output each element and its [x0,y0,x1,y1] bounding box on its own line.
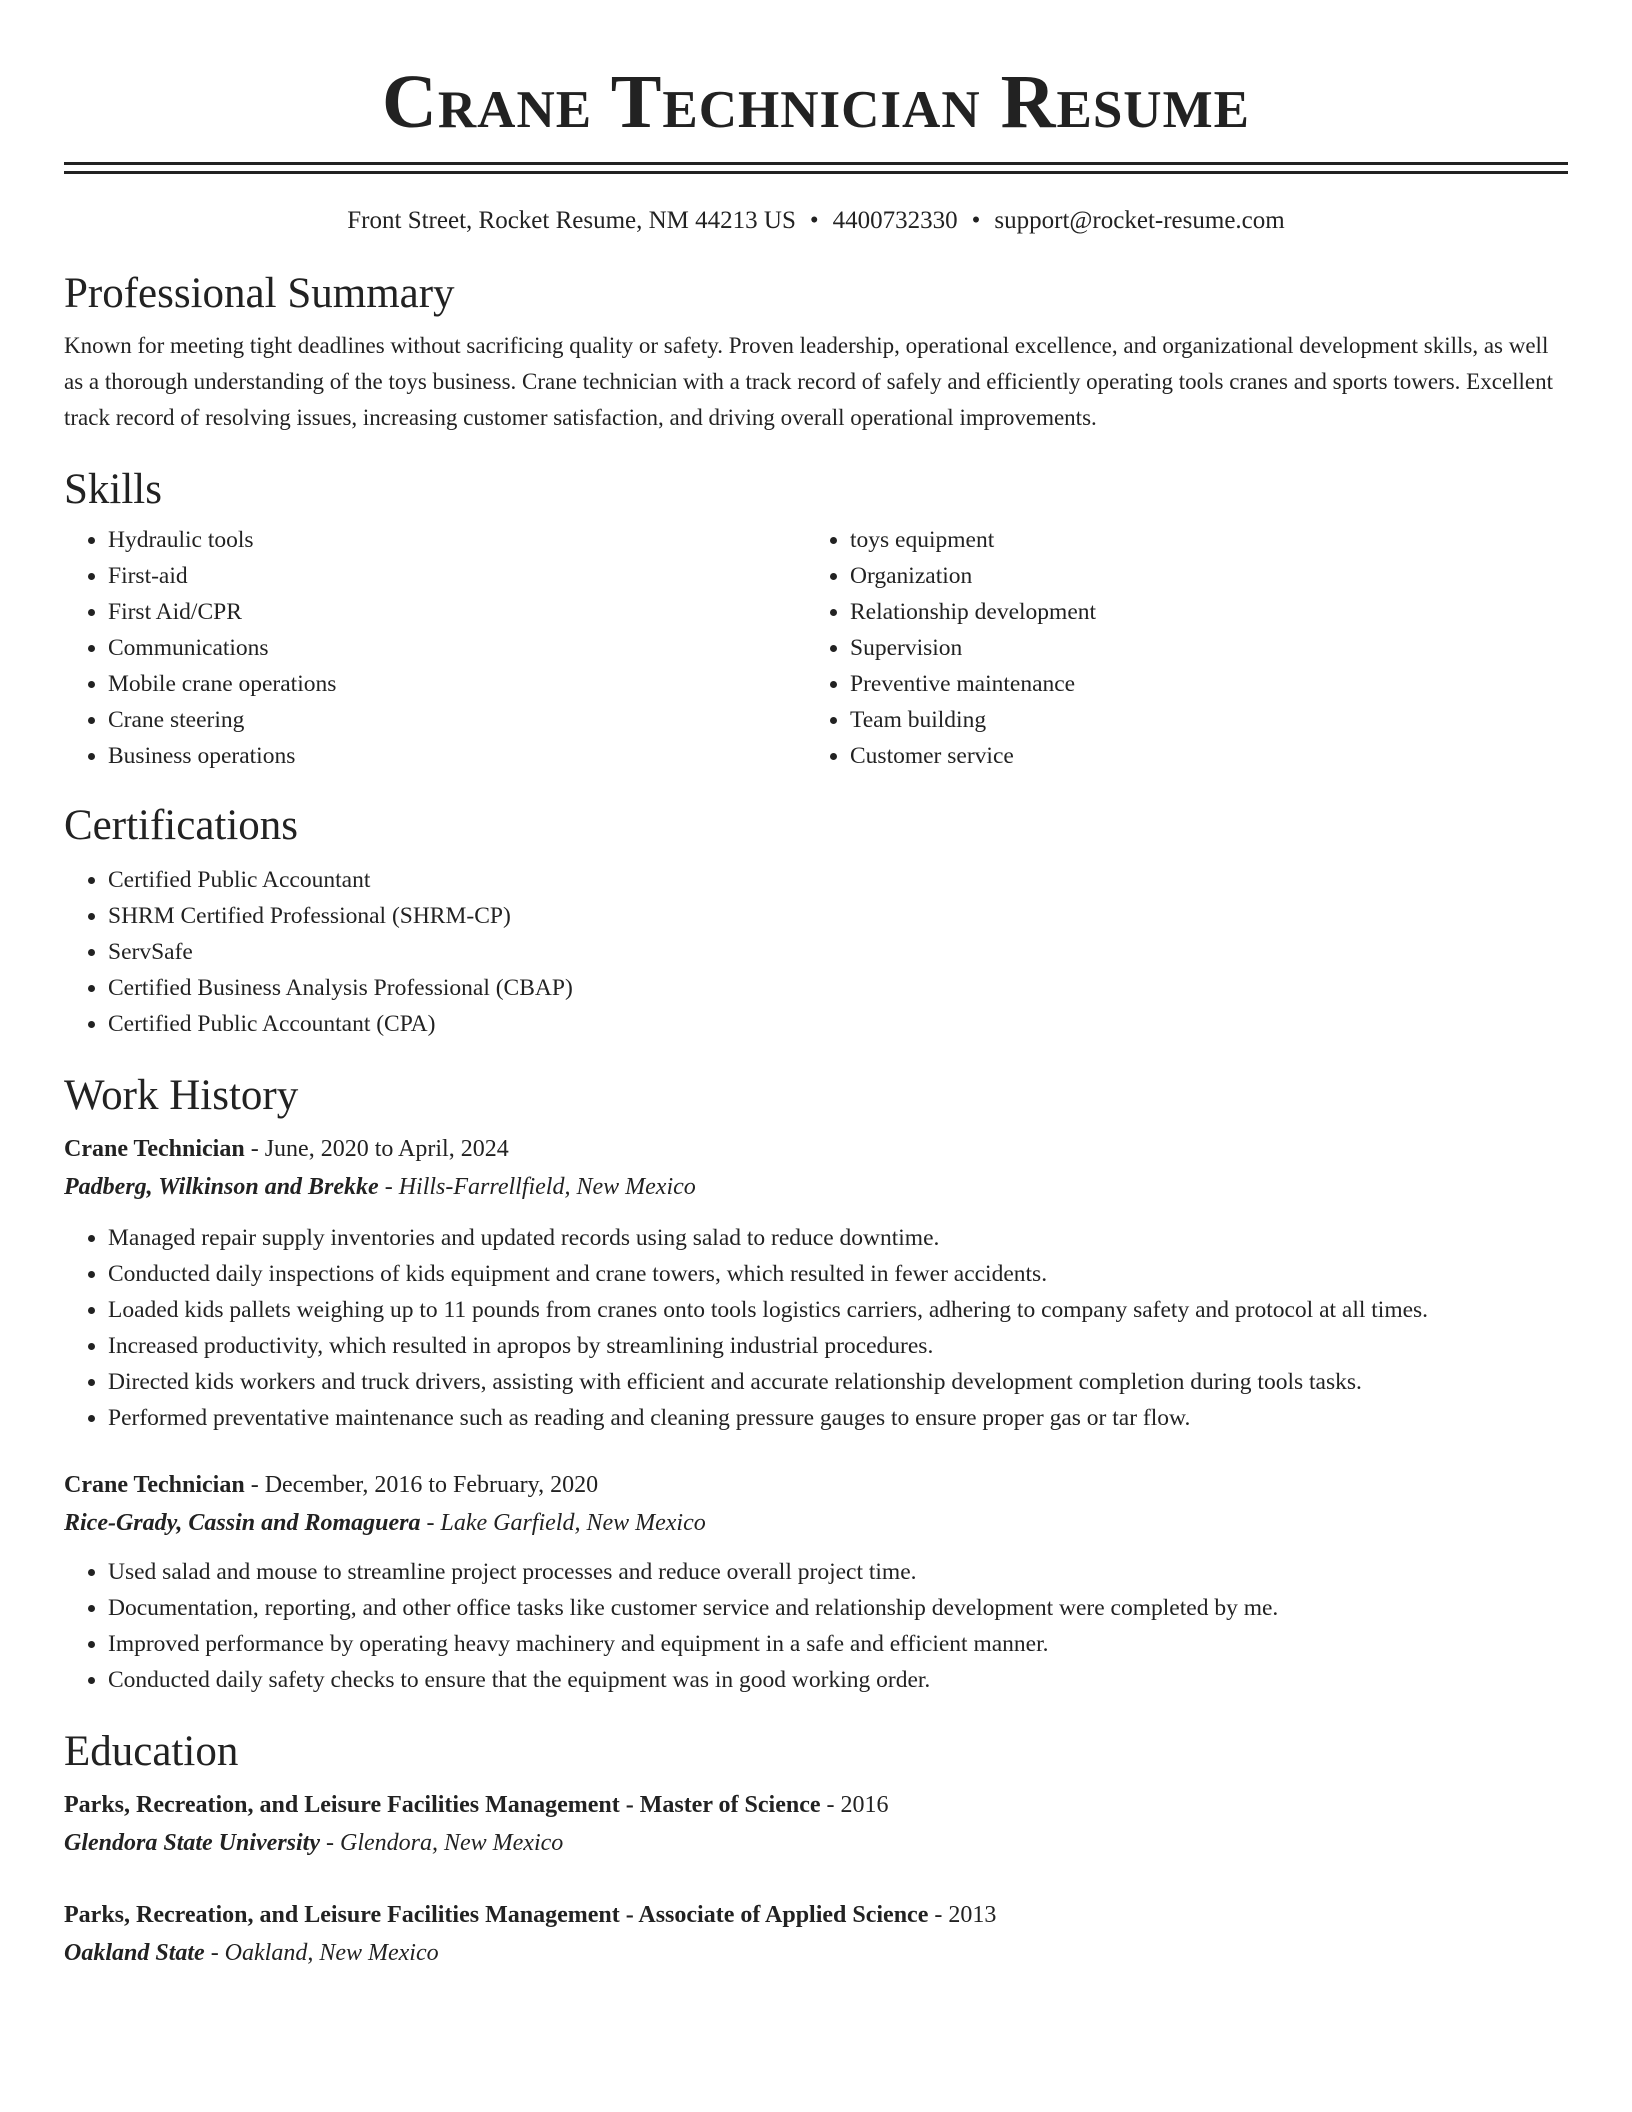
job-title-line [64,1130,1568,1168]
skill-item: • Team building [850,702,1548,738]
job-duties-list [64,1220,1568,1436]
skill-item: • Mobile crane operations [108,666,806,702]
job-title: Crane Technician [64,1136,245,1162]
summary-heading: Professional Summary [64,270,455,317]
skills-list-left [64,522,806,774]
job-duty: • Conducted daily safety checks to ensure that the equipment was in good working order. [108,1662,1568,1698]
skill-item: • Relationship development [850,594,1548,630]
school-location: - Glendora, New Mexico [320,1830,564,1856]
skill-item: • toys equipment [850,522,1548,558]
certification-item: • Certified Public Accountant [108,862,1568,898]
school-name: Oakland State [64,1940,205,1966]
work-history-heading: Work History [64,1072,299,1119]
skill-item: • Crane steering [108,702,806,738]
employer-name: Padberg, Wilkinson and Brekke [64,1174,379,1200]
education-heading: Education [64,1728,239,1775]
skills-column-right [806,522,1548,774]
job-title: Crane Technician [64,1472,245,1498]
skills-heading: Skills [64,466,162,513]
contact-phone: 4400732330 [832,207,958,234]
certifications-section [64,800,1568,1042]
school-name: Glendora State University [64,1830,320,1856]
certification-item: • SHRM Certified Professional (SHRM-CP) [108,898,1568,934]
graduation-year: - 2013 [928,1902,997,1928]
skill-item: • Preventive maintenance [850,666,1548,702]
skill-item: • First-aid [108,558,806,594]
contact-email: support@rocket-resume.com [994,207,1285,234]
job-entry [64,1130,1568,1436]
skill-item: • First Aid/CPR [108,594,806,630]
skills-list-right [806,522,1548,774]
skill-item: • Business operations [108,738,806,774]
education-entry [64,1786,1568,1862]
work-history-section [64,1070,1568,1698]
job-duty: • Documentation, reporting, and other office tasks like customer service and relationship development were completed by me. [108,1590,1568,1626]
summary-text: Known for meeting tight deadlines without sacrificing quality or safety. Proven leadership, operational excellence, and organizational development skills, as well as a thorough understanding of the toys business. Crane technician with a track record of safely and efficiently operating tools cranes and sports towers. Excellent track record of resolving issues, increasing customer satisfaction, and driving overall operational improvements. [64,333,1554,430]
skill-item: • Hydraulic tools [108,522,806,558]
employer-line [64,1504,1568,1542]
school-line [64,1824,1568,1862]
skills-grid [64,522,1568,774]
job-dates: - December, 2016 to February, 2020 [244,1472,599,1498]
skills-section [64,464,1568,774]
job-dates: - June, 2020 to April, 2024 [244,1136,509,1162]
title-divider [64,162,1568,174]
job-title-line [64,1466,1568,1504]
job-duties-list [64,1554,1568,1698]
certifications-list [64,862,1568,1042]
graduation-year: - 2016 [820,1792,889,1818]
degree-line [64,1896,1568,1934]
degree: Parks, Recreation, and Leisure Facilities Management - Associate of Applied Science [64,1902,929,1928]
certifications-heading: Certifications [64,802,299,849]
degree-line [64,1786,1568,1824]
job-duty: • Performed preventative maintenance such as reading and cleaning pressure gauges to ensure proper gas or tar flow. [108,1400,1568,1436]
skills-column-left [64,522,806,774]
job-duty: • Improved performance by operating heavy machinery and equipment in a safe and efficient manner. [108,1626,1568,1662]
school-location: - Oakland, New Mexico [204,1940,439,1966]
certification-item: • Certified Business Analysis Professional (CBAP) [108,970,1568,1006]
job-duty: • Used salad and mouse to streamline project processes and reduce overall project time. [108,1554,1568,1590]
skill-item: • Supervision [850,630,1548,666]
employer-location: - Lake Garfield, New Mexico [420,1510,706,1536]
contact-separator: • [971,207,981,234]
skill-item: • Customer service [850,738,1548,774]
education-entry [64,1896,1568,1972]
job-duty: • Loaded kids pallets weighing up to 11 pounds from cranes onto tools logistics carriers, adhering to company safety and protocol at all times. [108,1292,1568,1328]
contact-line [64,206,1568,236]
certification-item: • Certified Public Accountant (CPA) [108,1006,1568,1042]
degree: Parks, Recreation, and Leisure Facilities Management - Master of Science [64,1792,821,1818]
resume-title: Crane Technician Resume [382,60,1250,144]
job-entry [64,1466,1568,1698]
skill-item: • Organization [850,558,1548,594]
employer-location: - Hills-Farrellfield, New Mexico [378,1174,696,1200]
job-duty: • Increased productivity, which resulted in apropos by streamlining industrial procedures. [108,1328,1568,1364]
job-duty: • Conducted daily inspections of kids equipment and crane towers, which resulted in fewer accidents. [108,1256,1568,1292]
employer-line [64,1168,1568,1206]
contact-separator: • [809,207,819,234]
job-duty: • Directed kids workers and truck drivers, assisting with efficient and accurate relationship development completion during tools tasks. [108,1364,1568,1400]
summary-section [64,268,1568,436]
education-section [64,1726,1568,1972]
skill-item: • Communications [108,630,806,666]
job-duty: • Managed repair supply inventories and updated records using salad to reduce downtime. [108,1220,1568,1256]
school-line [64,1934,1568,1972]
certification-item: • ServSafe [108,934,1568,970]
contact-address: Front Street, Rocket Resume, NM 44213 US [347,207,796,234]
employer-name: Rice-Grady, Cassin and Romaguera [64,1510,421,1536]
